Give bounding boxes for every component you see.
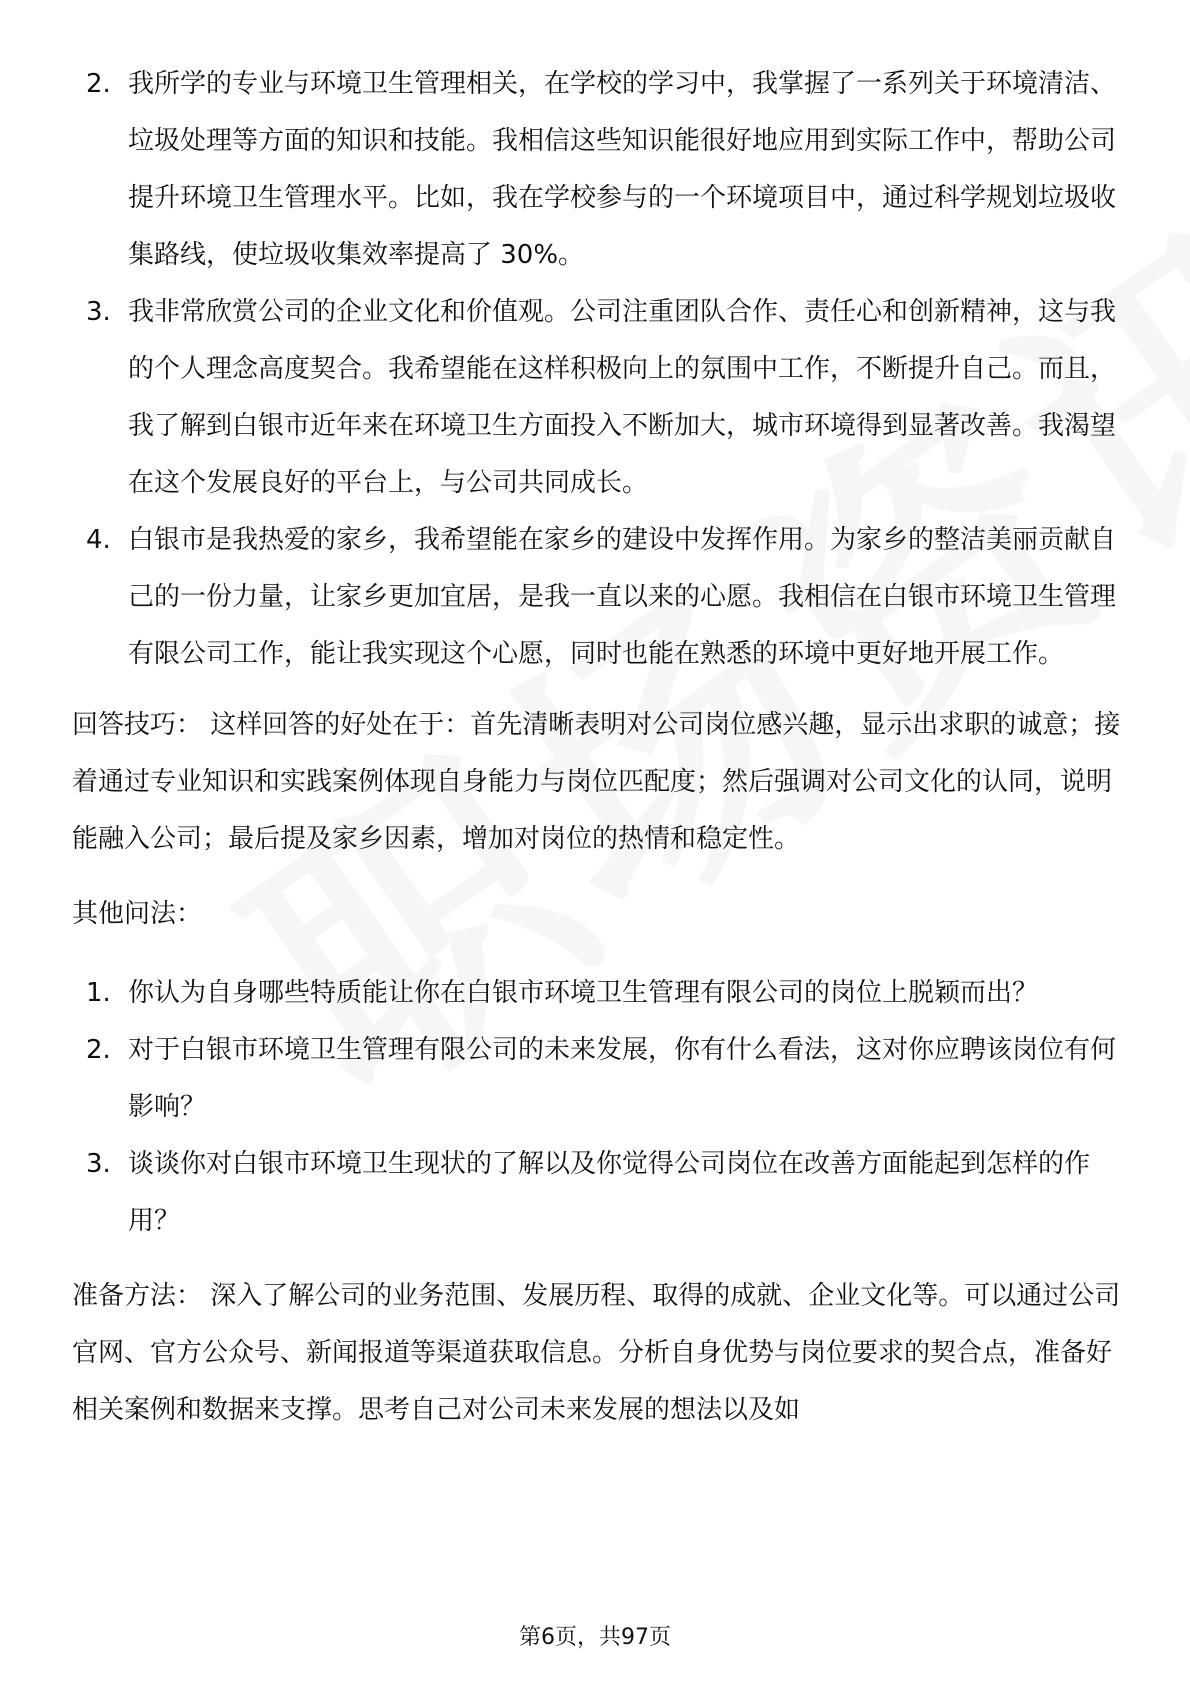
list-item <box>72 56 1122 284</box>
list-number: 3. <box>86 297 111 327</box>
document-body <box>72 56 1122 1439</box>
list-number: 2. <box>86 69 111 99</box>
list-item <box>72 1022 1122 1136</box>
list-text: 我所学的专业与环境卫生管理相关，在学校的学习中，我掌握了一系列关于环境清洁、垃圾处理等方面的知识和技能。我相信这些知识能很好地应用到实际工作中，帮助公司提升环境卫生管理水平。比如，我在学校参与的一个环境项目中，通过科学规划垃圾收集路线，使垃圾收集效率提高了 30%。 <box>128 69 1117 270</box>
list-number: 4. <box>86 525 111 555</box>
list-item <box>72 1136 1122 1250</box>
list-text: 我非常欣赏公司的企业文化和价值观。公司注重团队合作、责任心和创新精神，这与我的个人理念高度契合。我希望能在这样积极向上的氛围中工作，不断提升自己。而且，我了解到白银市近年来在环境卫生方面投入不断加大，城市环境得到显著改善。我渴望在这个发展良好的平台上，与公司共同成长。 <box>128 297 1117 498</box>
list-text: 白银市是我热爱的家乡，我希望能在家乡的建设中发挥作用。为家乡的整洁美丽贡献自己的一份力量，让家乡更加宜居，是我一直以来的心愿。我相信在白银市环境卫生管理有限公司工作，能让我实现这个心愿，同时也能在熟悉的环境中更好地开展工作。 <box>128 525 1117 669</box>
preparation-paragraph: 准备方法： 深入了解公司的业务范围、发展历程、取得的成就、企业文化等。可以通过公司官网、官方公众号、新闻报道等渠道获取信息。分析自身优势与岗位要求的契合点，准备好相关案例和数据来支撑。思考自己对公司未来发展的想法以及如 <box>72 1281 1121 1425</box>
answer-tips-paragraph: 回答技巧： 这样回答的好处在于：首先清晰表明对公司岗位感兴趣，显示出求职的诚意；接着通过专业知识和实践案例体现自身能力与岗位匹配度；然后强调对公司文化的认同，说明能融入公司；最后提及家乡因素，增加对岗位的热情和稳定性。 <box>72 710 1121 854</box>
list-number: 3. <box>86 1149 111 1179</box>
list-item <box>72 512 1122 683</box>
list-text: 谈谈你对白银市环境卫生现状的了解以及你觉得公司岗位在改善方面能起到怎样的作用？ <box>128 1149 1091 1236</box>
other-questions-list <box>72 965 1122 1250</box>
other-questions-heading: 其他问法： <box>72 899 203 929</box>
page-footer: 第6页，共97页 <box>519 1625 671 1650</box>
list-item <box>72 965 1122 1022</box>
list-item <box>72 284 1122 512</box>
list-text: 你认为自身哪些特质能让你在白银市环境卫生管理有限公司的岗位上脱颖而出？ <box>128 978 1039 1008</box>
list-number: 2. <box>86 1035 111 1065</box>
list-number: 1. <box>86 978 111 1008</box>
answer-list <box>72 56 1122 683</box>
list-text: 对于白银市环境卫生管理有限公司的未来发展，你有什么看法，这对你应聘该岗位有何影响？ <box>128 1035 1117 1122</box>
